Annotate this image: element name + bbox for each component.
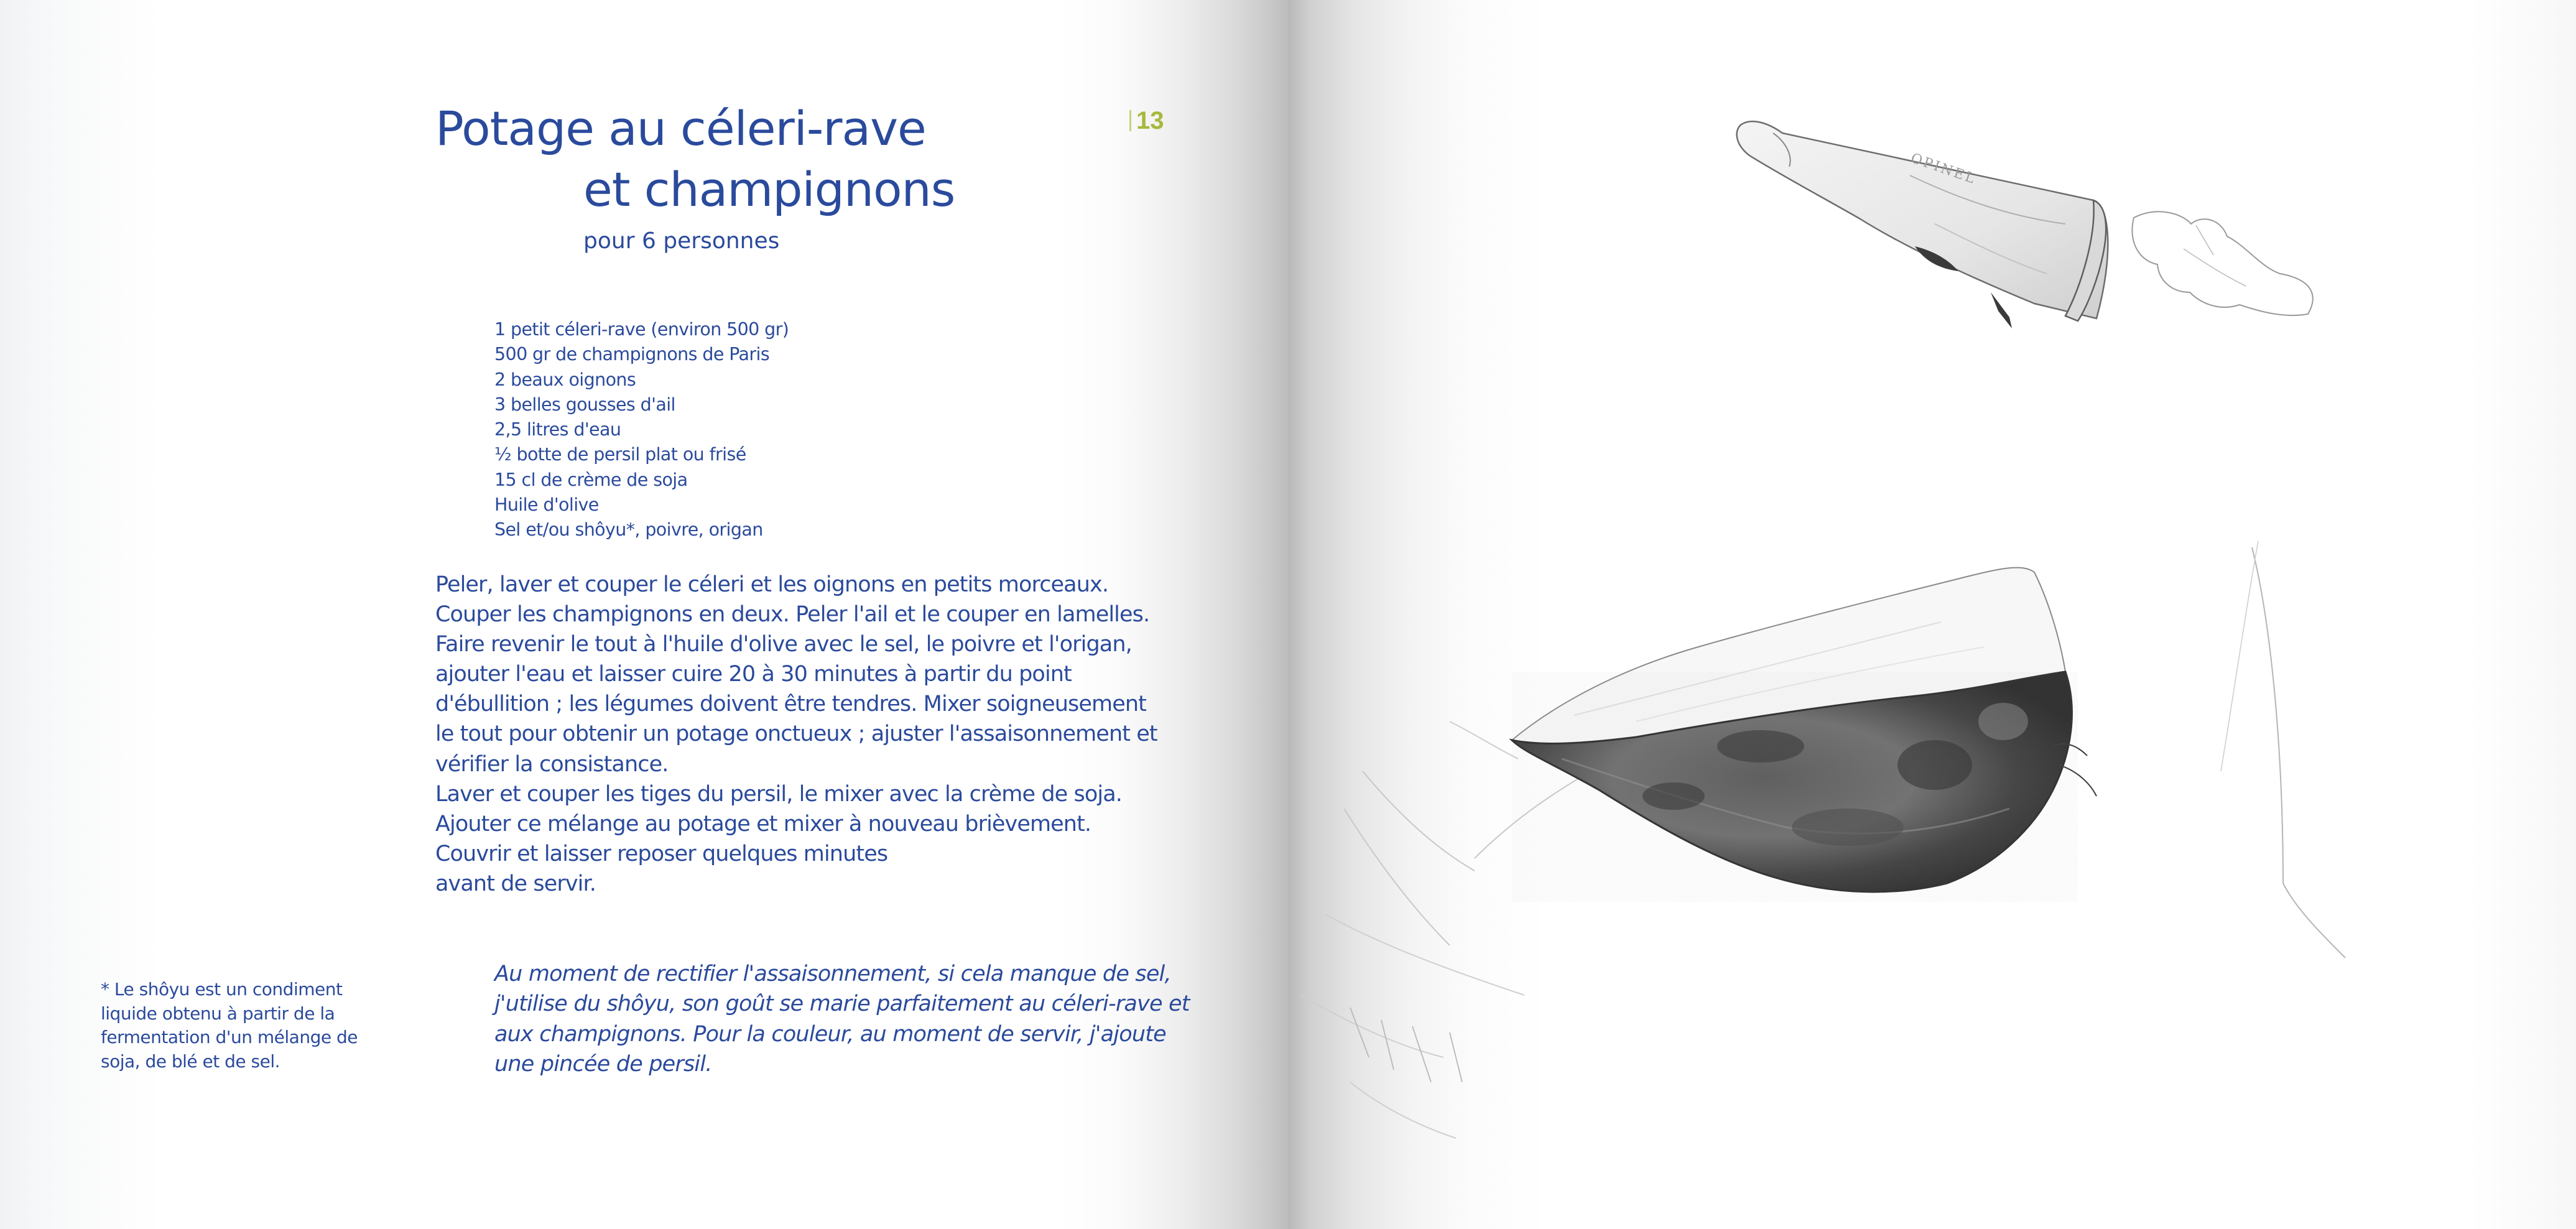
instruction-line: Peler, laver et couper le céleri et les oignons en petits morceaux. xyxy=(435,572,1109,597)
instruction-line: le tout pour obtenir un potage onctueux ; ajuster l'assaisonnement et xyxy=(435,721,1157,747)
ingredient-item: ½ botte de persil plat ou frisé xyxy=(494,444,746,465)
instruction-line: avant de servir. xyxy=(435,871,596,896)
recipe-title-line-2: et champignons xyxy=(583,162,955,217)
pencil-illustration xyxy=(1288,0,2576,1229)
recipe-title xyxy=(435,98,955,220)
footnote-line: fermentation d'un mélange de xyxy=(101,1027,358,1048)
ingredient-item: 500 gr de champignons de Paris xyxy=(494,344,770,365)
parsley-sketch xyxy=(2132,211,2312,315)
page-number-value: 13 xyxy=(1136,107,1164,134)
instruction-line: ajouter l'eau et laisser cuire 20 à 30 minutes à partir du point xyxy=(435,662,1072,687)
ingredient-item: 2 beaux oignons xyxy=(494,369,636,390)
knife-brand-text: OPINEL xyxy=(1909,151,1978,188)
ingredient-item: 3 belles gousses d'ail xyxy=(494,394,675,415)
instruction-line: Faire revenir le tout à l'huile d'olive avec le sel, le poivre et l'origan, xyxy=(435,632,1132,657)
ingredient-item: Sel et/ou shôyu*, poivre, origan xyxy=(494,519,763,540)
recipe-title-line-1: Potage au céleri-rave xyxy=(435,101,926,156)
ingredient-item: 15 cl de crème de soja xyxy=(494,469,688,490)
knife-sketch xyxy=(1737,121,2108,328)
page-number-rule xyxy=(1129,110,1131,131)
ingredients-list xyxy=(494,317,789,543)
instruction-line: Laver et couper les tiges du persil, le mixer avec la crème de soja. xyxy=(435,781,1122,807)
ingredient-item: Huile d'olive xyxy=(494,494,599,516)
ingredient-item: 1 petit céleri-rave (environ 500 gr) xyxy=(494,319,789,340)
instruction-line: vérifier la consistance. xyxy=(435,751,669,777)
footnote xyxy=(101,978,358,1074)
footnote-line: soja, de blé et de sel. xyxy=(101,1050,280,1072)
instruction-line: Couvrir et laisser reposer quelques minutes xyxy=(435,841,888,866)
tip-line: Au moment de rectifier l'assaisonnement, si cela manque de sel, xyxy=(494,962,1171,986)
instructions-paragraph xyxy=(435,570,1157,899)
right-page xyxy=(1288,0,2576,1229)
servings-text: pour 6 personnes xyxy=(583,228,780,254)
instruction-line: d'ébullition ; les légumes doivent être tendres. Mixer soigneusement xyxy=(435,692,1146,717)
footnote-line: liquide obtenu à partir de la xyxy=(101,1003,335,1024)
instruction-line: Couper les champignons en deux. Peler l'ail et le couper en lamelles. xyxy=(435,602,1150,628)
page-number xyxy=(1129,107,1164,134)
tip-line: j'utilise du shôyu, son goût se marie parfaitement au céleri-rave et xyxy=(494,991,1190,1017)
footnote-line: * Le shôyu est un condiment xyxy=(101,979,343,999)
cooking-tip xyxy=(494,959,1190,1079)
celeriac-sketch xyxy=(1300,541,2345,1138)
instruction-line: Ajouter ce mélange au potage et mixer à nouveau brièvement. xyxy=(435,811,1091,837)
tip-line: une pincée de persil. xyxy=(494,1051,712,1077)
ingredient-item: 2,5 litres d'eau xyxy=(494,419,621,440)
tip-line: aux champignons. Pour la couleur, au moment de servir, j'ajoute xyxy=(494,1021,1166,1047)
